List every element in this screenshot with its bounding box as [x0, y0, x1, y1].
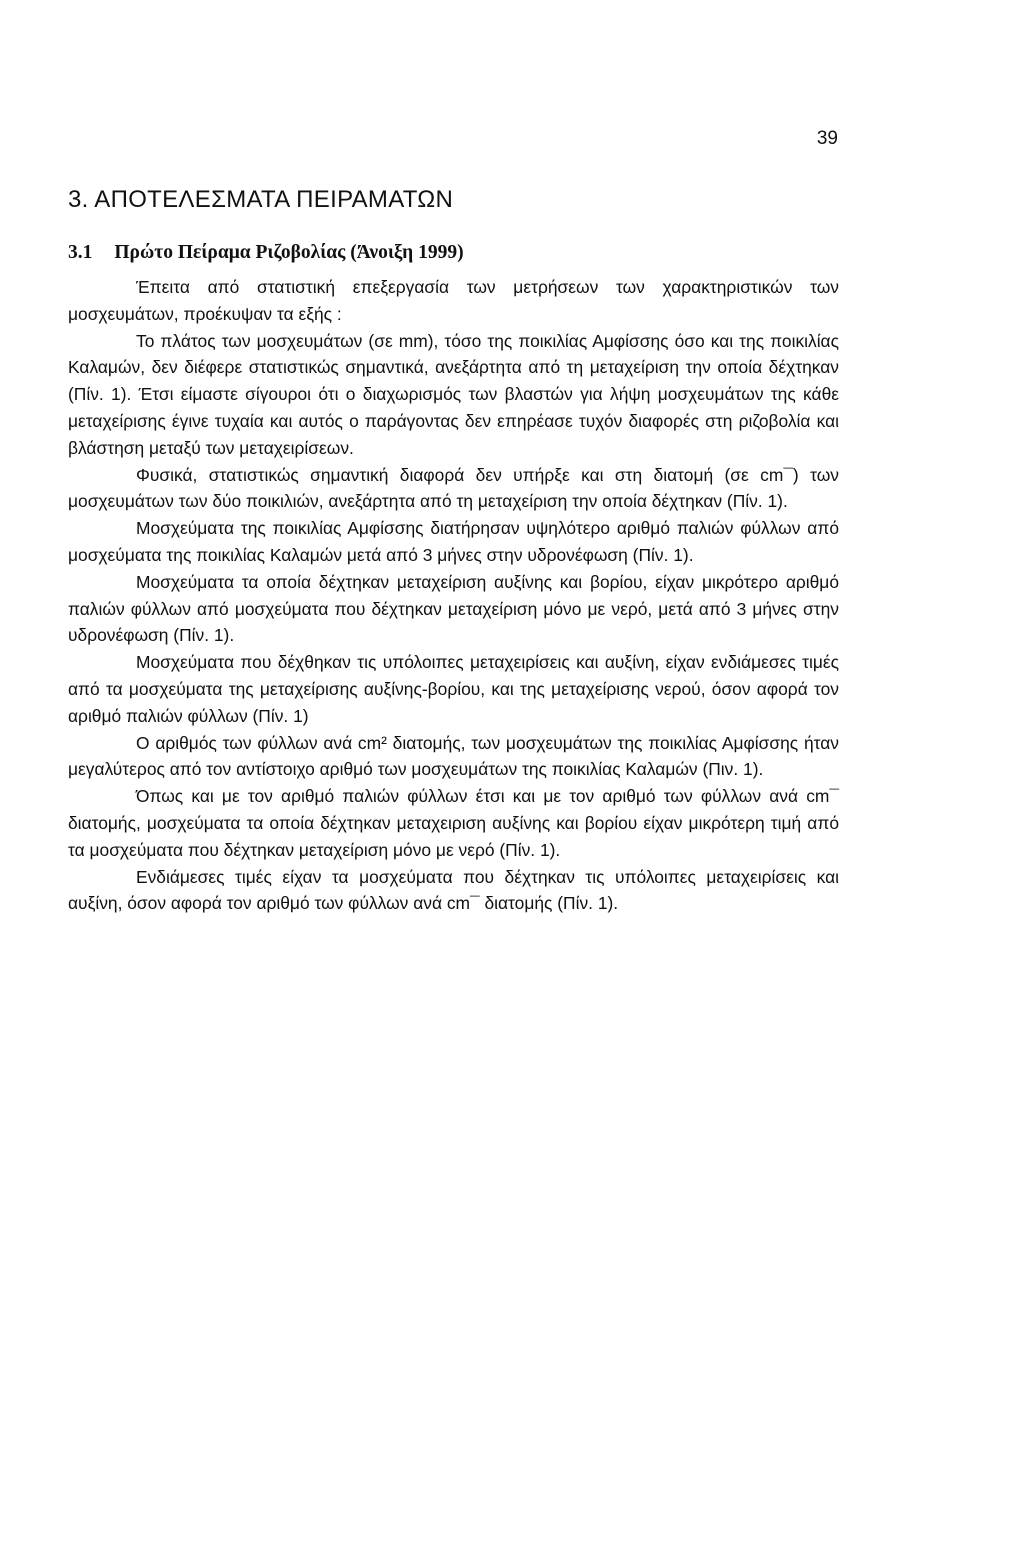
page-number: 39 [816, 128, 838, 149]
section-heading [68, 242, 464, 264]
paragraph: Μοσχεύματα της ποικιλίας Αμφίσσης διατήρησαν υψηλότερο αριθμό παλιών φύλλων από μοσχεύματα της ποικιλίας Καλαμών μετά από 3 μήνες στην υδρονέφωση (Πίν. 1). [68, 518, 839, 565]
body-text [68, 274, 839, 917]
section-number: 3.1 [68, 242, 93, 263]
paragraph: Ενδιάμεσες τιμές είχαν τα μοσχεύματα που δέχτηκαν τις υπόλοιπες μεταχειρίσεις και αυξίνη, όσον αφορά τον αριθμό των φύλλων ανά cm¯ διατομής (Πίν. 1). [68, 866, 839, 914]
paragraph: Μοσχεύματα τα οποία δέχτηκαν μεταχείριση αυξίνης και βορίου, είχαν μικρότερο αριθμό παλιών φύλλων από μοσχεύματα που δέχτηκαν μεταχείριση μόνο με νερό, μετά από 3 μήνες στην υδρονέφωση (Πίν. 1). [68, 571, 839, 646]
paragraph: Το πλάτος των μοσχευμάτων (σε mm), τόσο της ποικιλίας Αμφίσσης όσο και της ποικιλίας Καλαμών, δεν διέφερε στατιστικώς σημαντικά, ανεξάρτητα από τη μεταχείριση την οποία δέχτηκαν (Πίν. 1). Έτσι είμαστε σίγουροι ότι ο διαχωρισμός των βλαστών για λήψη μοσχευμάτων της κάθε μεταχείρισης έγινε τυχαία και αυτός ο παράγοντας δεν επηρέασε τυχόν διαφορές στη ριζοβολία και βλάστηση μεταξύ των μεταχειρίσεων. [68, 330, 839, 458]
paragraph: Έπειτα από στατιστική επεξεργασία των μετρήσεων των χαρακτηριστικών των μοσχευμάτων, προέκυψαν τα εξής : [68, 277, 839, 324]
chapter-heading: 3. ΑΠΟΤΕΛΕΣΜΑΤΑ ΠΕΙΡΑΜΑΤΩΝ [68, 186, 454, 213]
section-title: Πρώτο Πείραμα Ριζοβολίας (Άνοιξη 1999) [114, 242, 464, 263]
paragraph: Μοσχεύματα που δέχθηκαν τις υπόλοιπες μεταχειρίσεις και αυξίνη, είχαν ενδιάμεσες τιμές από τα μοσχεύματα της μεταχείρισης αυξίνης-βορίου, και της μεταχείρισης νερού, όσον αφορά τον αριθμό παλιών φύλλων (Πίν. 1) [68, 652, 839, 726]
paragraph: Ο αριθμός των φύλλων ανά cm² διατομής, των μοσχευμάτων της ποικιλίας Αμφίσσης ήταν μεγαλύτερος από τον αντίστοιχο αριθμό των μοσχευμάτων της ποικιλίας Καλαμών (Πιν. 1). [68, 732, 839, 780]
paragraph: Φυσικά, στατιστικώς σημαντική διαφορά δεν υπήρξε και στη διατομή (σε cm¯) των μοσχευμάτων των δύο ποικιλιών, ανεξάρτητα από τη μεταχείριση την οποία δέχτηκαν (Πίν. 1). [68, 464, 839, 512]
paragraph: Όπως και με τον αριθμό παλιών φύλλων έτσι και με τον αριθμό των φύλλων ανά cm¯ διατομής, μοσχεύματα τα οποία δέχτηκαν μεταχειριση αυξίνης και βορίου είχαν μικρότερη τιμή από τα μοσχεύματα που δέχτηκαν μεταχείριση μόνο με νερό (Πίν. 1). [68, 786, 839, 860]
